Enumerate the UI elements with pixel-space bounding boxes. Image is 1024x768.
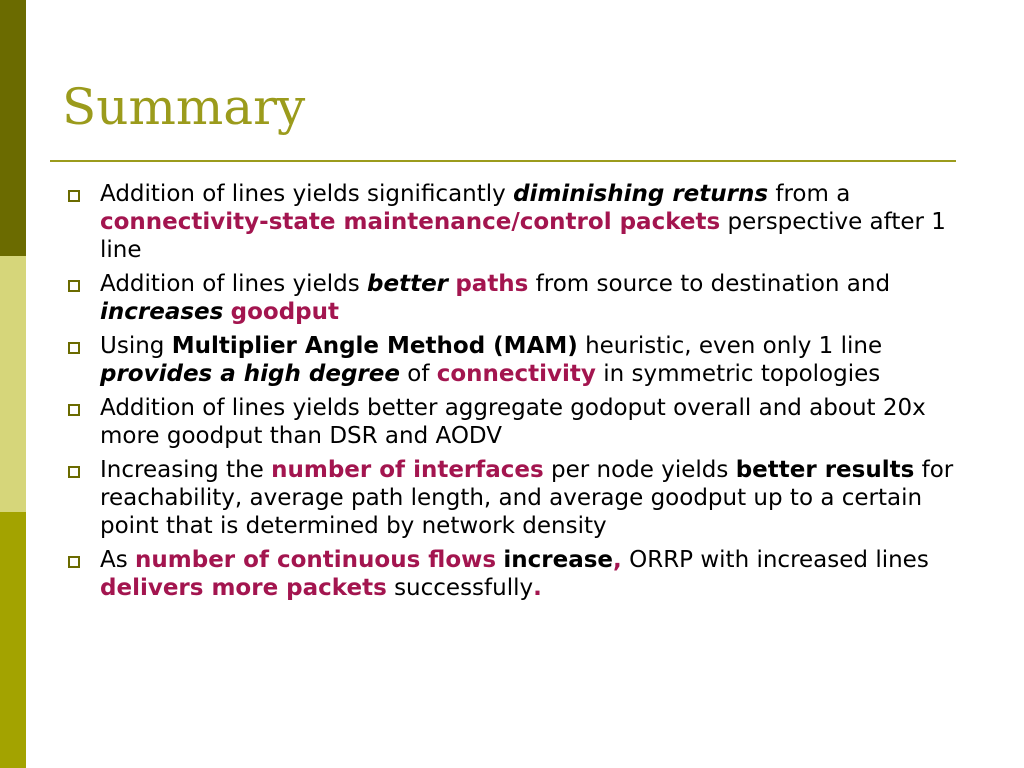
bullet-text: Using (100, 333, 172, 359)
bullet-item-2 (64, 270, 964, 326)
decorative-sidebar (0, 0, 26, 768)
bullet-text: in symmetric topologies (595, 361, 881, 387)
bullet-highlight: paths (455, 271, 529, 297)
slide-title: Summary (62, 78, 306, 136)
hollow-square-icon (68, 280, 80, 292)
bullet-emphasis: provides a high degree (100, 361, 400, 387)
bullet-highlight: connectivity (436, 361, 596, 387)
bullet-bold: Multiplier Angle Method (MAM) (171, 333, 578, 359)
bullet-highlight: , (613, 547, 622, 573)
bullet-text: As (100, 547, 136, 573)
hollow-square-icon (68, 466, 80, 478)
hollow-square-icon (68, 556, 80, 568)
bullet-text: from source to destination and (528, 271, 891, 297)
bullet-item-1 (64, 180, 964, 264)
bullet-text (223, 299, 230, 325)
bullet-text: from a (768, 181, 851, 207)
bullet-emphasis: increases (100, 299, 224, 325)
bullet-item-6 (64, 546, 964, 602)
bullet-highlight: number of continuous flows (135, 547, 497, 573)
bullet-item-4 (64, 394, 964, 450)
bullet-item-3 (64, 332, 964, 388)
bullet-bold: increase (503, 547, 614, 573)
bullet-text: Addition of lines yields significantly (100, 181, 514, 207)
title-underline (50, 160, 956, 162)
bullet-emphasis: diminishing returns (513, 181, 769, 207)
bullet-list (64, 180, 964, 608)
hollow-square-icon (68, 190, 80, 202)
sidebar-segment-middle (0, 256, 26, 512)
sidebar-segment-top (0, 0, 26, 256)
bullet-text: Addition of lines yields (100, 271, 368, 297)
bullet-text: Increasing the (100, 457, 272, 483)
bullet-text: for reachability, average path length, and average goodput up to a certain point that is determined by network density (100, 457, 954, 539)
bullet-highlight: . (533, 575, 542, 601)
bullet-text: Addition of lines yields better aggregate godoput overall and about 20x more goodput than DSR and AODV (100, 395, 926, 449)
bullet-item-5 (64, 456, 964, 540)
bullet-text: of (399, 361, 437, 387)
bullet-emphasis: better (367, 271, 449, 297)
hollow-square-icon (68, 404, 80, 416)
hollow-square-icon (68, 342, 80, 354)
bullet-text: per node yields (543, 457, 736, 483)
bullet-highlight: number of interfaces (271, 457, 544, 483)
bullet-text: successfully (386, 575, 534, 601)
bullet-highlight: goodput (230, 299, 340, 325)
bullet-text: perspective after 1 line (100, 209, 946, 263)
bullet-highlight: delivers more packets (100, 575, 387, 601)
bullet-text: heuristic, even only 1 line (577, 333, 883, 359)
bullet-text: ORRP with increased lines (621, 547, 929, 573)
bullet-bold: better results (735, 457, 915, 483)
sidebar-segment-bottom (0, 512, 26, 768)
bullet-highlight: connectivity-state maintenance/control packets (100, 209, 721, 235)
